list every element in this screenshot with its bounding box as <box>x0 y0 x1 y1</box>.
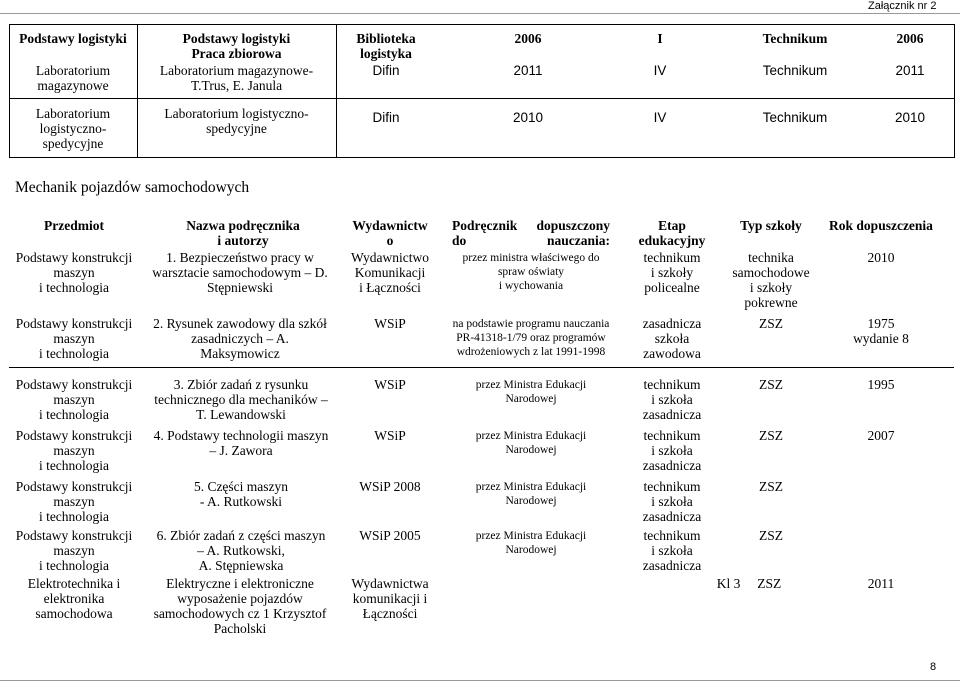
cell-wydawnictwo: WSiP 2005 <box>359 528 421 543</box>
cell-typ: ZSZ <box>758 377 783 392</box>
cell-wydawnictwo: WSiP <box>374 316 406 331</box>
cell-wydawnictwo: WSiP 2008 <box>359 479 421 494</box>
cell-rok: 2011 <box>867 576 895 591</box>
cell-nazwa: Elektryczne i elektroniczne wyposażenie pojazdów samochodowych cz 1 Krzysztof Pacholski <box>153 576 327 636</box>
cell-rok: 2007 <box>867 428 895 443</box>
cell-rok: 1975 wydanie 8 <box>853 316 909 346</box>
cell-podrecznik: przez Ministra Edukacji Narodowej <box>475 481 587 507</box>
cell-nazwa: 2. Rysunek zawodowy dla szkół zasadniczych – A. Maksymowicz <box>153 316 327 361</box>
cell-etap: technikum i szkoły policealne <box>643 250 701 295</box>
cell-title: Laboratorium logistyczno- spedycyjne <box>164 106 309 136</box>
cell-przedmiot: Elektrotechnika i elektronika samochodowa <box>27 576 121 621</box>
cell-typ: ZSZ <box>758 479 783 494</box>
cell-etap: technikum i szkoła zasadnicza <box>642 479 702 524</box>
cell-year: 2010 <box>512 110 544 125</box>
cell-title: Podstawy logistyki Praca zbiorowa <box>182 31 291 61</box>
cell-etap: technikum i szkoła zasadnicza <box>642 428 702 473</box>
cell-publisher: Biblioteka logistyka <box>356 31 416 61</box>
cell-year-admitted: 2010 <box>894 110 926 125</box>
cell-rok: 1995 <box>867 377 895 392</box>
cell-subject: Podstawy logistyki <box>19 31 127 46</box>
cell-year-admitted: 2011 <box>895 63 925 78</box>
annex-label: Załącznik nr 2 <box>868 0 937 12</box>
header-wydawnictwo: Wydawnictw o <box>352 218 428 248</box>
cell-year-admitted: 2006 <box>896 31 924 46</box>
page-number: 8 <box>930 661 937 673</box>
cell-podrecznik: przez ministra właściwego do spraw oświaty i wychowania <box>462 252 600 292</box>
cell-subject: Laboratorium logistyczno- spedycyjne <box>35 106 111 151</box>
cell-year: 2006 <box>514 31 542 46</box>
cell-rok: 2010 <box>867 250 895 265</box>
cell-wydawnictwo: WSiP <box>374 428 406 443</box>
cell-class: IV <box>653 110 667 125</box>
cell-nazwa: 3. Zbiór zadań z rysunku technicznego dla mechaników – T. Lewandowski <box>154 377 328 422</box>
cell-wydawnictwo: Wydawnictwa komunikacji i Łączności <box>351 576 429 621</box>
cell-nazwa: 4. Podstawy technologii maszyn – J. Zawora <box>153 428 329 458</box>
cell-year: 2011 <box>513 63 543 78</box>
cell-class: IV <box>653 63 667 78</box>
cell-publisher: Difin <box>372 110 400 125</box>
cell-podrecznik: przez Ministra Edukacji Narodowej <box>475 430 587 456</box>
cell-etap: zasadnicza szkoła zawodowa <box>642 316 702 361</box>
cell-wydawnictwo: WSiP <box>374 377 406 392</box>
header-przedmiot: Przedmiot <box>44 218 104 233</box>
cell-typ: ZSZ <box>758 428 783 443</box>
cell-podrecznik: na podstawie programu nauczania PR-41318-1/79 oraz programów wdrożeniowych z lat 1991-1998 <box>452 318 610 358</box>
cell-school: Technikum <box>762 110 828 125</box>
header-rok: Rok dopuszczenia <box>829 218 933 233</box>
cell-przedmiot: Podstawy konstrukcji maszyn i technologia <box>15 428 133 473</box>
cell-przedmiot: Podstawy konstrukcji maszyn i technologia <box>15 377 133 422</box>
section-title: Mechanik pojazdów samochodowych <box>15 179 250 196</box>
cell-przedmiot: Podstawy konstrukcji maszyn i technologia <box>15 528 133 573</box>
cell-etap: technikum i szkoła zasadnicza <box>642 377 702 422</box>
cell-podrecznik: przez Ministra Edukacji Narodowej <box>475 530 587 556</box>
cell-title: Laboratorium magazynowe- T.Trus, E. Janula <box>159 63 314 93</box>
cell-nazwa: 5. Części maszyn - A. Rutkowski <box>193 479 289 509</box>
cell-publisher: Difin <box>372 63 400 78</box>
cell-school: Technikum <box>762 63 828 78</box>
cell-nazwa: 1. Bezpieczeństwo pracy w warsztacie samochodowym – D. Stępniewski <box>152 250 328 295</box>
header-podrecznik: Podręcznik dopuszczony do nauczania: <box>452 218 610 248</box>
cell-etap: technikum i szkoła zasadnicza <box>642 528 702 573</box>
cell-school: Technikum <box>762 31 828 46</box>
cell-typ: Kl 3 ZSZ <box>716 576 782 591</box>
header-etap: Etap edukacyjny <box>638 218 706 248</box>
cell-przedmiot: Podstawy konstrukcji maszyn i technologia <box>15 250 133 295</box>
cell-class: I <box>657 31 663 46</box>
cell-typ: ZSZ <box>758 528 783 543</box>
cell-typ: technika samochodowe i szkoły pokrewne <box>732 250 810 310</box>
cell-przedmiot: Podstawy konstrukcji maszyn i technologia <box>15 479 133 524</box>
cell-typ: ZSZ <box>758 316 783 331</box>
cell-podrecznik: przez Ministra Edukacji Narodowej <box>475 379 587 405</box>
header-nazwa: Nazwa podręcznika i autorzy <box>186 218 300 248</box>
cell-subject: Laboratorium magazynowe <box>35 63 111 93</box>
cell-przedmiot: Podstawy konstrukcji maszyn i technologia <box>15 316 133 361</box>
cell-nazwa: 6. Zbiór zadań z części maszyn – A. Rutkowski, A. Stępniewska <box>156 528 326 573</box>
cell-wydawnictwo: Wydawnictwo Komunikacji i Łączności <box>351 250 429 295</box>
header-typ: Typ szkoły <box>740 218 802 233</box>
